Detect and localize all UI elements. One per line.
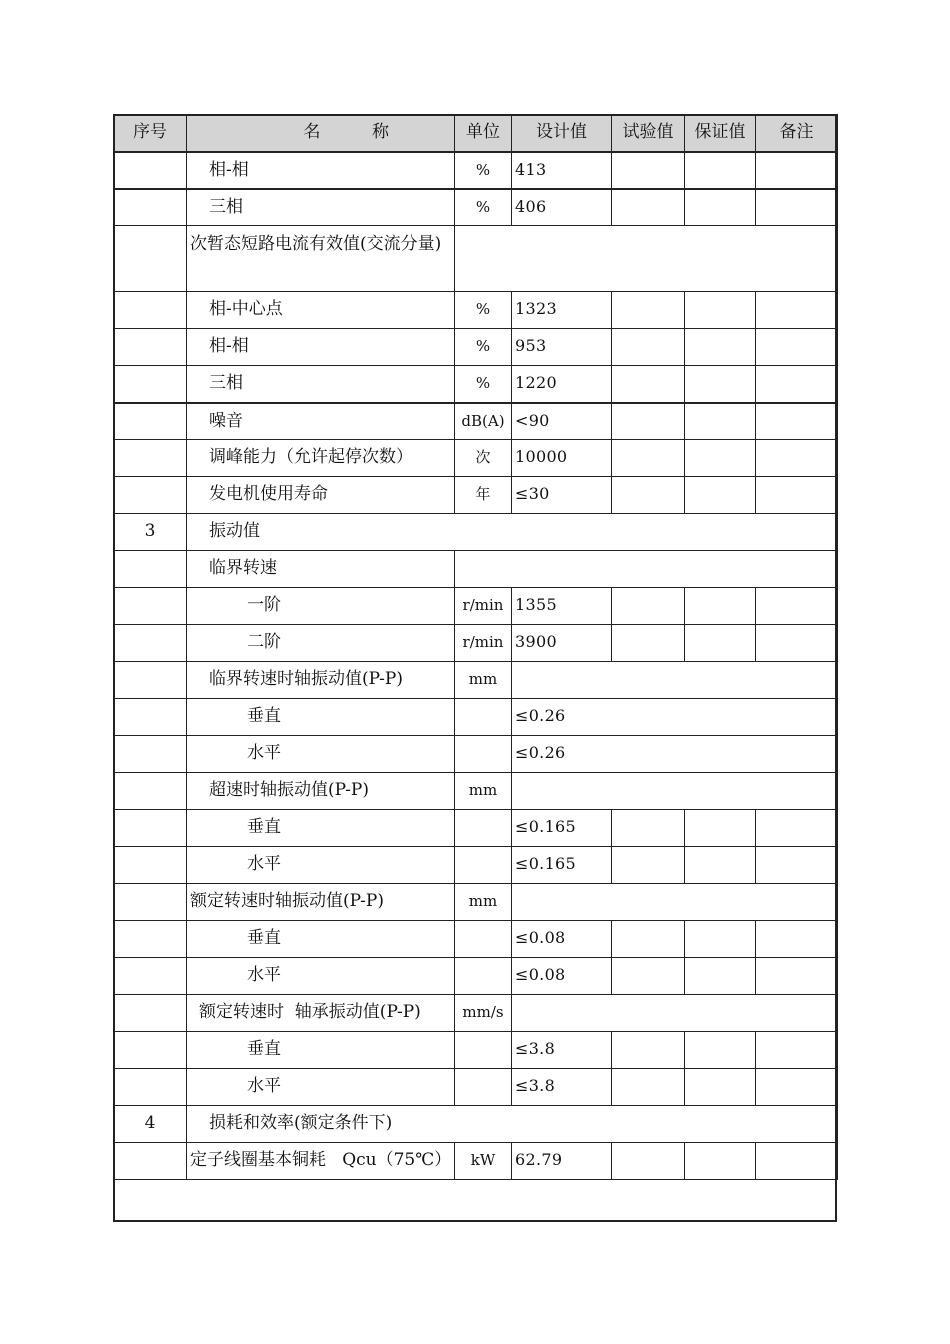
cell-unit (455, 847, 512, 884)
cell-guarantee (685, 477, 756, 514)
cell-remark (756, 958, 838, 995)
table-row (114, 440, 838, 477)
cell-name: 噪音 (187, 403, 455, 440)
cell-unit (455, 1032, 512, 1069)
cell-remark (756, 403, 838, 440)
cell-remark (756, 588, 838, 625)
table-row (114, 1069, 838, 1106)
table-row (114, 226, 838, 292)
cell-merged (455, 226, 838, 292)
cell-no (114, 588, 187, 625)
spec-table (113, 114, 838, 1180)
cell-unit: mm (455, 662, 512, 699)
cell-test (612, 440, 685, 477)
cell-guarantee (685, 329, 756, 366)
table-row (114, 810, 838, 847)
cell-unit: mm/s (455, 995, 512, 1032)
header-name-b: 称 (372, 122, 389, 142)
table-row (114, 189, 838, 226)
cell-test (612, 810, 685, 847)
table-row (114, 921, 838, 958)
cell-name: 水平 (187, 847, 455, 884)
cell-name: 相-中心点 (187, 292, 455, 329)
cell-unit: % (455, 152, 512, 189)
table-row (114, 329, 838, 366)
cell-no (114, 662, 187, 699)
cell-no (114, 366, 187, 403)
header-name-a: 名 (303, 122, 321, 142)
cell-merged (512, 773, 838, 810)
cell-remark (756, 1069, 838, 1106)
cell-unit: % (455, 292, 512, 329)
cell-remark (756, 292, 838, 329)
cell-design: 1323 (512, 292, 612, 329)
header-test: 试验值 (612, 115, 685, 152)
table-row (114, 662, 838, 699)
cell-design: 1220 (512, 366, 612, 403)
cell-name: 三相 (187, 189, 455, 226)
cell-guarantee (685, 1143, 756, 1180)
table-row (114, 1106, 838, 1143)
cell-no (114, 995, 187, 1032)
table-row (114, 514, 838, 551)
cell-remark (756, 847, 838, 884)
cell-name: 调峰能力（允许起停次数） (187, 440, 455, 477)
cell-test (612, 292, 685, 329)
cell-no (114, 329, 187, 366)
cell-name: 水平 (187, 736, 455, 773)
cell-name: 临界转速时轴振动值(P-P) (187, 662, 455, 699)
cell-name: 水平 (187, 958, 455, 995)
header-remark: 备注 (756, 115, 838, 152)
table-row (114, 1032, 838, 1069)
cell-guarantee (685, 847, 756, 884)
cell-remark (756, 1032, 838, 1069)
cell-name: 垂直 (187, 810, 455, 847)
cell-remark (756, 1143, 838, 1180)
cell-test (612, 1143, 685, 1180)
cell-design: ≤0.26 (512, 736, 838, 773)
cell-name: 额定转速时轴振动值(P-P) (187, 884, 455, 921)
cell-design: 3900 (512, 625, 612, 662)
cell-design: 1355 (512, 588, 612, 625)
cell-test (612, 403, 685, 440)
cell-test (612, 625, 685, 662)
cell-guarantee (685, 403, 756, 440)
cell-remark (756, 366, 838, 403)
table-row (114, 152, 838, 189)
cell-name: 次暂态短路电流有效值(交流分量) (187, 226, 455, 292)
header-unit: 单位 (455, 115, 512, 152)
cell-design: ≤0.08 (512, 958, 612, 995)
table-row (114, 847, 838, 884)
cell-no: 3 (114, 514, 187, 551)
table-row (114, 995, 838, 1032)
cell-test (612, 1069, 685, 1106)
cell-name: 定子线圈基本铜耗 Qcu（75℃） (187, 1143, 455, 1180)
cell-unit: 次 (455, 440, 512, 477)
cell-unit (455, 810, 512, 847)
table-row (114, 884, 838, 921)
table-row (114, 292, 838, 329)
cell-unit: 年 (455, 477, 512, 514)
cell-no (114, 810, 187, 847)
table-row (114, 625, 838, 662)
cell-section-title: 振动值 (187, 514, 838, 551)
cell-design: ≤0.08 (512, 921, 612, 958)
cell-unit: % (455, 366, 512, 403)
cell-name: 相-相 (187, 152, 455, 189)
cell-section-title: 损耗和效率(额定条件下) (187, 1106, 838, 1143)
cell-unit: dB(A) (455, 403, 512, 440)
header-no: 序号 (114, 115, 187, 152)
cell-unit (455, 958, 512, 995)
table-row (114, 477, 838, 514)
header-design: 设计值 (512, 115, 612, 152)
cell-guarantee (685, 189, 756, 226)
cell-remark (756, 440, 838, 477)
cell-remark (756, 152, 838, 189)
cell-unit (455, 1069, 512, 1106)
cell-no (114, 958, 187, 995)
cell-remark (756, 921, 838, 958)
cell-unit: % (455, 189, 512, 226)
cell-no (114, 699, 187, 736)
cell-unit: % (455, 329, 512, 366)
table-row (114, 699, 838, 736)
cell-name: 相-相 (187, 329, 455, 366)
cell-no (114, 152, 187, 189)
cell-name: 额定转速时 轴承振动值(P-P) (187, 995, 455, 1032)
cell-merged (512, 995, 838, 1032)
header-guarantee: 保证值 (685, 115, 756, 152)
cell-test (612, 588, 685, 625)
cell-unit (455, 736, 512, 773)
cell-design: ≤3.8 (512, 1032, 612, 1069)
cell-guarantee (685, 366, 756, 403)
table-row (114, 1143, 838, 1180)
cell-name: 垂直 (187, 699, 455, 736)
cell-design: ≤0.165 (512, 847, 612, 884)
cell-design: 62.79 (512, 1143, 612, 1180)
cell-merged (455, 551, 838, 588)
cell-test (612, 958, 685, 995)
cell-no: 4 (114, 1106, 187, 1143)
cell-no (114, 440, 187, 477)
cell-guarantee (685, 440, 756, 477)
table-row (114, 588, 838, 625)
cell-no (114, 189, 187, 226)
cell-design: ≤0.26 (512, 699, 838, 736)
cell-name: 临界转速 (187, 551, 455, 588)
cell-remark (756, 810, 838, 847)
cell-name: 垂直 (187, 921, 455, 958)
cell-unit (455, 699, 512, 736)
table-row (114, 736, 838, 773)
cell-no (114, 921, 187, 958)
cell-name: 超速时轴振动值(P-P) (187, 773, 455, 810)
cell-no (114, 773, 187, 810)
cell-no (114, 403, 187, 440)
cell-unit (455, 921, 512, 958)
cell-no (114, 292, 187, 329)
cell-unit: mm (455, 884, 512, 921)
cell-name: 水平 (187, 1069, 455, 1106)
cell-no (114, 226, 187, 292)
cell-name: 三相 (187, 366, 455, 403)
cell-guarantee (685, 152, 756, 189)
cell-no (114, 884, 187, 921)
cell-guarantee (685, 1032, 756, 1069)
cell-no (114, 1143, 187, 1180)
cell-unit: kW (455, 1143, 512, 1180)
cell-test (612, 477, 685, 514)
cell-guarantee (685, 625, 756, 662)
cell-name: 二阶 (187, 625, 455, 662)
cell-guarantee (685, 588, 756, 625)
cell-design: ≤0.165 (512, 810, 612, 847)
cell-unit: r/min (455, 588, 512, 625)
cell-test (612, 329, 685, 366)
cell-design: 10000 (512, 440, 612, 477)
cell-remark (756, 625, 838, 662)
table-header-row (114, 115, 838, 152)
cell-merged (512, 662, 838, 699)
cell-guarantee (685, 292, 756, 329)
cell-guarantee (685, 1069, 756, 1106)
cell-remark (756, 329, 838, 366)
cell-remark (756, 477, 838, 514)
cell-no (114, 625, 187, 662)
cell-no (114, 1032, 187, 1069)
cell-test (612, 189, 685, 226)
cell-no (114, 736, 187, 773)
cell-design: ≤30 (512, 477, 612, 514)
table-row (114, 551, 838, 588)
table-row (114, 958, 838, 995)
cell-design: <90 (512, 403, 612, 440)
table-row (114, 773, 838, 810)
cell-name: 发电机使用寿命 (187, 477, 455, 514)
cell-test (612, 921, 685, 958)
table-row (114, 366, 838, 403)
cell-merged (512, 884, 838, 921)
cell-name: 一阶 (187, 588, 455, 625)
cell-no (114, 551, 187, 588)
cell-design: 413 (512, 152, 612, 189)
cell-design: 406 (512, 189, 612, 226)
cell-no (114, 477, 187, 514)
header-name (187, 115, 455, 152)
cell-remark (756, 189, 838, 226)
cell-test (612, 847, 685, 884)
cell-name: 垂直 (187, 1032, 455, 1069)
cell-test (612, 1032, 685, 1069)
cell-no (114, 1069, 187, 1106)
cell-guarantee (685, 921, 756, 958)
table-row (114, 403, 838, 440)
cell-guarantee (685, 958, 756, 995)
cell-no (114, 847, 187, 884)
cell-unit: mm (455, 773, 512, 810)
cell-guarantee (685, 810, 756, 847)
cell-design: 953 (512, 329, 612, 366)
cell-test (612, 366, 685, 403)
cell-unit: r/min (455, 625, 512, 662)
cell-design: ≤3.8 (512, 1069, 612, 1106)
cell-test (612, 152, 685, 189)
